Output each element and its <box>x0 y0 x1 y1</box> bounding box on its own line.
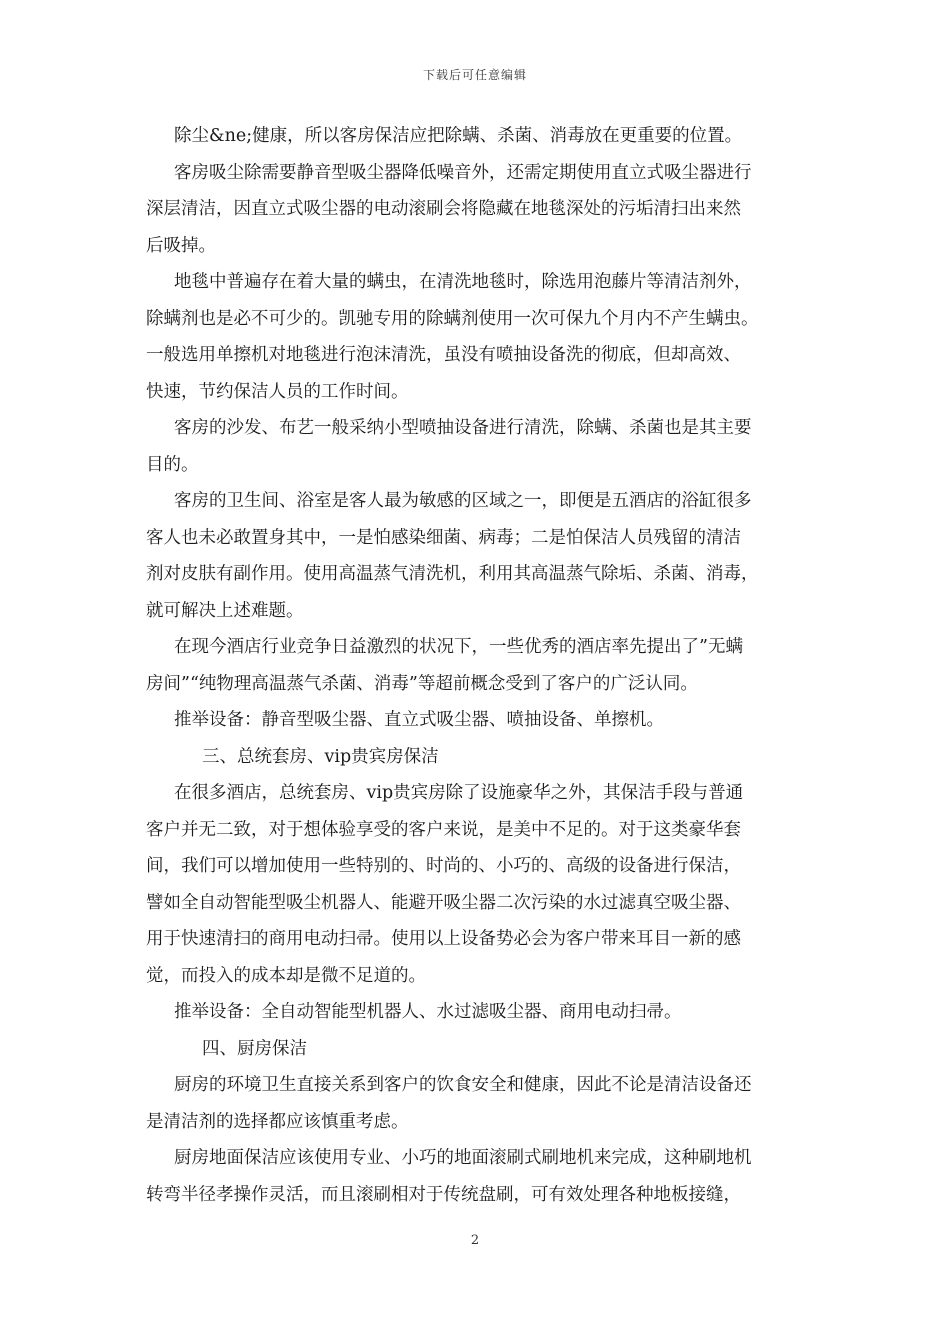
page-number: 2 <box>470 1233 480 1248</box>
text-line: 厨房地面保洁应该使用专业、小巧的地面滚刷式刷地机来完成，这种刷地机 <box>174 1148 752 1168</box>
document-body <box>146 118 816 1213</box>
text-line: 推举设备：全自动智能型机器人、水过滤吸尘器、商用电动扫帚。 <box>174 1002 682 1022</box>
section-heading: 三、总统套房、vip贵宾房保洁 <box>202 746 439 767</box>
text-line: 剂对皮肤有副作用。使用高温蒸气清洗机，利用其高温蒸气除垢、杀菌、消毒， <box>146 564 759 584</box>
text-line: 在很多酒店，总统套房、vip贵宾房除了设施豪华之外，其保洁手段与普通 <box>174 783 744 803</box>
text-line: 譬如全自动智能型吸尘机器人、能避开吸尘器二次污染的水过滤真空吸尘器、 <box>146 892 741 913</box>
text-line: 厨房的环境卫生直接关系到客户的饮食安全和健康，因此不论是清洁设备还 <box>174 1075 752 1095</box>
text-line: 间，我们可以增加使用一些特别的、时尚的、小巧的、高级的设备进行保洁， <box>146 856 741 876</box>
text-line: 就可解决上述难题。 <box>146 600 304 621</box>
text-line: 目的。 <box>146 454 199 475</box>
text-line: 客人也未必敢置身其中，一是怕感染细菌、病毒；二是怕保洁人员残留的清洁 <box>146 527 741 548</box>
text-line: 在现今酒店行业竞争日益激烈的状况下，一些优秀的酒店率先提出了”无螨 <box>174 637 743 657</box>
text-line: 用于快速清扫的商用电动扫帚。使用以上设备势必会为客户带来耳目一新的感 <box>146 929 741 949</box>
text-line: 客房的卫生间、浴室是客人最为敏感的区域之一，即便是五酒店的浴缸很多 <box>174 491 752 511</box>
text-line: 客户并无二致，对于想体验享受的客户来说，是美中不足的。对于这类豪华套 <box>146 819 741 840</box>
text-line: 觉，而投入的成本却是微不足道的。 <box>146 965 426 986</box>
text-line: 后吸掉。 <box>146 235 216 256</box>
text-line: 转弯半径孝操作灵活，而且滚刷相对于传统盘刷，可有效处理各种地板接缝， <box>146 1184 741 1205</box>
text-line: 一般选用单擦机对地毯进行泡沫清洗，虽没有喷抽设备洗的彻底，但却高效、 <box>146 345 741 365</box>
text-line: 是清洁剂的选择都应该慎重考虑。 <box>146 1111 409 1132</box>
text-line: 除尘&ne;健康，所以客房保洁应把除螨、杀菌、消毒放在更重要的位置。 <box>174 126 743 146</box>
text-line: 客房的沙发、布艺一般采纳小型喷抽设备进行清洗，除螨、杀菌也是其主要 <box>174 418 752 438</box>
section-heading: 四、厨房保洁 <box>202 1038 307 1059</box>
text-line: 房间”“纯物理高温蒸气杀菌、消毒”等超前概念受到了客户的广泛认同。 <box>146 673 698 694</box>
page-header-note: 下载后可任意编辑 <box>422 68 527 82</box>
text-line: 地毯中普遍存在着大量的螨虫，在清洗地毯时，除选用泡藤片等清洁剂外， <box>174 272 752 292</box>
text-line: 推举设备：静音型吸尘器、直立式吸尘器、喷抽设备、单擦机。 <box>174 710 664 730</box>
text-line: 除螨剂也是必不可少的。凯驰专用的除螨剂使用一次可保九个月内不产生螨虫。 <box>146 308 759 329</box>
text-line: 客房吸尘除需要静音型吸尘器降低噪音外，还需定期使用直立式吸尘器进行 <box>174 162 752 183</box>
text-line: 深层清洁，因直立式吸尘器的电动滚刷会将隐藏在地毯深处的污垢清扫出来然 <box>146 199 741 219</box>
text-line: 快速，节约保洁人员的工作时间。 <box>146 381 409 402</box>
